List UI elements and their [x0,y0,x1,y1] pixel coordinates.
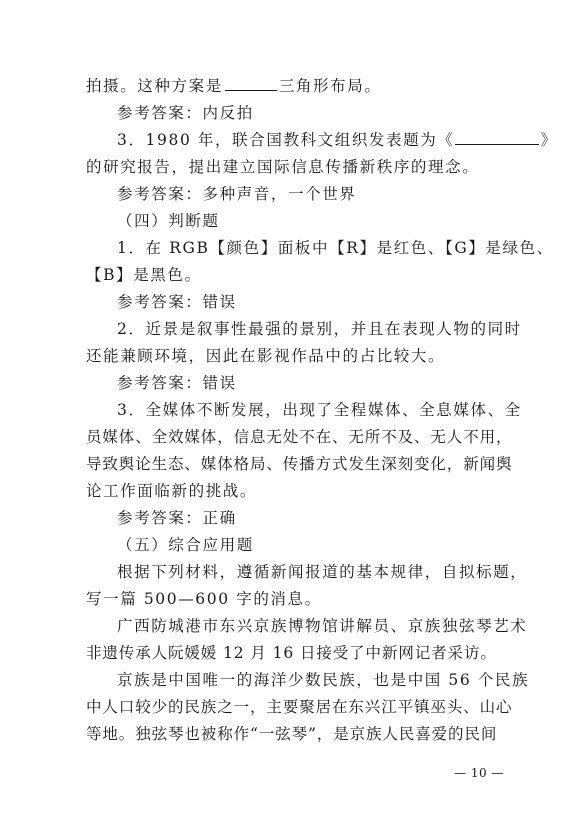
answer-line: 参考答案：错误 [117,374,237,392]
text-line: 广西防城港市东兴京族博物馆讲解员、京族独弦琴艺术 [117,617,528,635]
text-line: 还能兼顾环境，因此在影视作品中的占比较大。 [86,347,446,365]
text-segment: 三角形布局。 [278,77,382,95]
text-segment: 拍摄。这种方案是 [86,77,223,95]
answer-line: 参考答案：正确 [117,509,237,527]
answer-line: 参考答案：内反拍 [117,104,254,122]
fill-in-blank [455,130,539,145]
fill-in-blank [225,76,277,91]
section-heading: （四）判断题 [117,212,220,230]
question-line: 1．在 RGB【颜色】面板中【R】是红色、【G】是绿色、 [117,239,554,257]
text-line: 写一篇 500—600 字的消息。 [86,590,322,608]
text-line: 等地。独弦琴也被称作“一弦琴”，是京族人民喜爱的民间 [86,725,498,743]
text-line: 非遗传承人阮媛媛 12 月 16 日接受了中新网记者采访。 [86,644,497,662]
text-line: 导致舆论生态、媒体格局、传播方式发生深刻变化，新闻舆 [86,455,513,473]
text-line: 根据下列材料，遵循新闻报道的基本规律，自拟标题， [117,563,528,581]
text-segment: 3．1980 年，联合国教科文组织发表题为《 [117,131,455,149]
question-line: 2．近景是叙事性最强的景别，并且在表现人物的同时 [117,320,522,338]
text-line [86,76,506,96]
section-heading: （五）综合应用题 [117,536,254,554]
text-line: 【B】是黑色。 [86,266,202,284]
text-line: 的研究报告，提出建立国际信息传播新秩序的理念。 [86,158,480,176]
text-line: 中人口较少的民族之一，主要聚居在东兴江平镇巫头、山心 [86,698,513,716]
answer-line: 参考答案：错误 [117,293,237,311]
text-line: 京族是中国唯一的海洋少数民族，也是中国 56 个民族 [117,671,530,689]
text-segment: 》 [540,131,558,149]
text-line: 员媒体、全效媒体，信息无处不在、无所不及、无人不用， [86,428,513,446]
text-line: 论工作面临新的挑战。 [86,482,258,500]
page-number: — 10 — [454,766,504,780]
question-line [117,130,558,150]
answer-line: 参考答案：多种声音，一个世界 [117,185,357,203]
question-line: 3．全媒体不断发展，出现了全程媒体、全息媒体、全 [117,401,522,419]
